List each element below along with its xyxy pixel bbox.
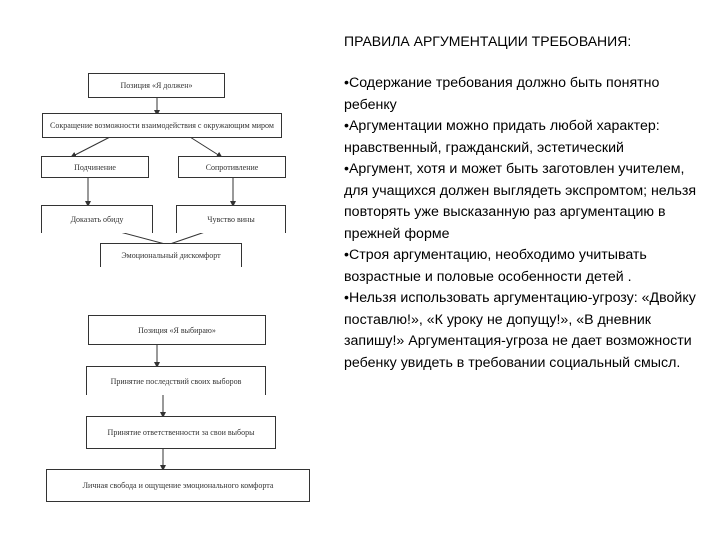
box-accept-consequences: Принятие последствий своих выборов [86, 366, 266, 395]
box-reduction: Сокращение возможности взаимодействия с окружающим миром [42, 113, 282, 138]
flow-diagram [0, 0, 330, 540]
box-obedience: Подчинение [41, 156, 149, 178]
rules-list [344, 73, 706, 374]
box-position-choose: Позиция «Я выбираю» [88, 315, 266, 345]
rule-item: •Аргументации можно придать любой характер: нравственный, гражданский, эстетический [344, 118, 660, 156]
rule-item: •Нельзя использовать аргументацию-угрозу: «Двойку поставлю!», «К уроку не допущу!», «В дневник запишу!» Аргументация-угроза не дает возможности ребенку увидеть в требовании социальный смысл. [344, 290, 696, 371]
rule-item: •Содержание требования должно быть понятно ребенку [344, 75, 660, 113]
box-resistance: Сопротивление [178, 156, 286, 178]
box-position-must: Позиция «Я должен» [88, 73, 225, 98]
rule-item: •Строя аргументацию, необходимо учитывать возрастные и половые особенности детей . [344, 247, 647, 285]
box-freedom: Личная свобода и ощущение эмоционального комфорта [46, 469, 310, 502]
page-title: ПРАВИЛА АРГУМЕНТАЦИИ ТРЕБОВАНИЯ: [344, 33, 632, 49]
rule-item: •Аргумент, хотя и может быть заготовлен учителем, для учащихся должен выглядеть экспромтом; нельзя повторять уже высказанную раз аргументацию в прежней форме [344, 161, 697, 242]
box-discomfort: Эмоциональный дискомфорт [100, 243, 242, 267]
box-guilt: Чувство вины [176, 205, 286, 233]
box-accept-responsibility: Принятие ответственности за свои выборы [86, 416, 276, 449]
box-prove-offense: Доказать обиду [41, 205, 153, 233]
